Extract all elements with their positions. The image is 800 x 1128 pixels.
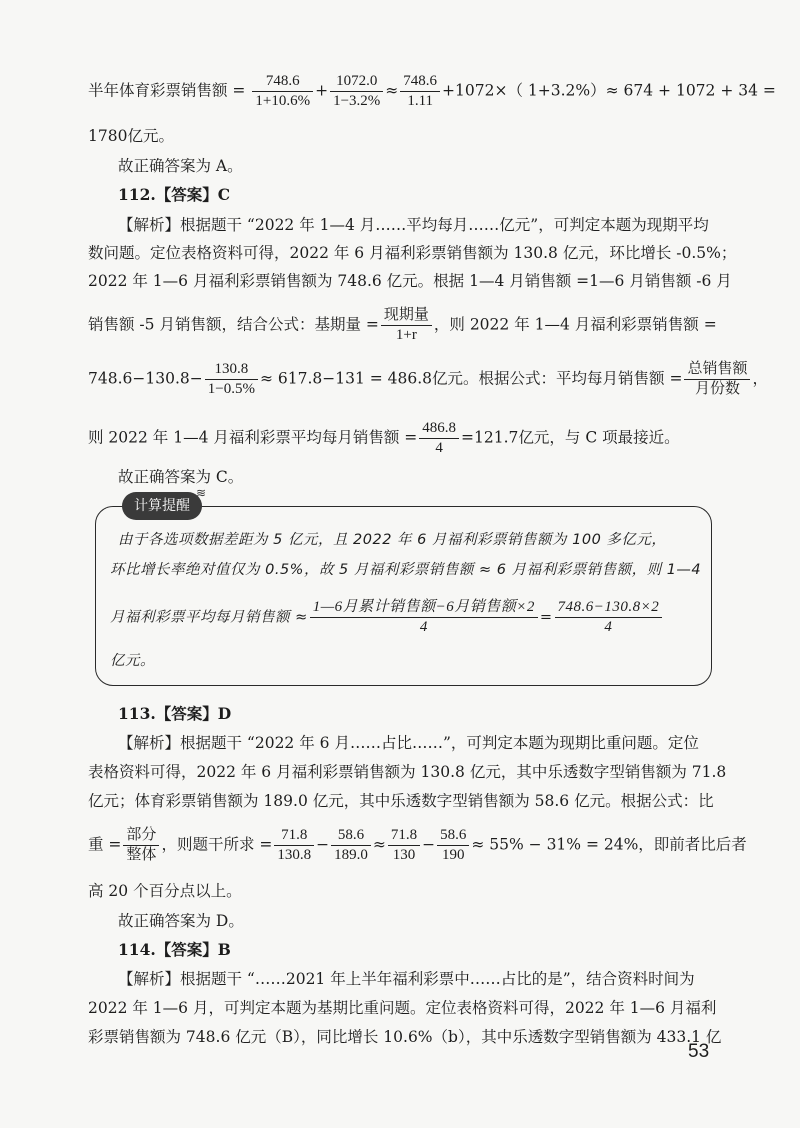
numerator: 1—6月累计销售额−6月销售额×2 (310, 598, 538, 618)
paragraph-line: 高 20 个百分点以上。 (88, 882, 242, 900)
fraction (555, 598, 663, 637)
text: 则 2022 年 1—4 月福利彩票平均每月销售额 = (88, 428, 418, 447)
question-heading: 114.【答案】B (118, 940, 231, 959)
answer-line: 故正确答案为 D。 (118, 912, 244, 930)
numerator: 486.8 (419, 419, 459, 439)
numerator: 748.6−130.8×2 (555, 598, 663, 618)
question-heading: 113.【答案】D (118, 704, 232, 723)
paragraph-line: 【解析】根据题干 “2022 年 6 月……占比……”，可判定本题为现期比重问题。定位 (118, 734, 699, 752)
fraction (310, 598, 538, 637)
fraction (274, 826, 314, 865)
fraction (205, 360, 258, 399)
denominator: 1−3.2% (333, 93, 381, 109)
numerator: 748.6 (400, 72, 440, 92)
denominator: 月份数 (694, 381, 740, 397)
fraction (331, 826, 371, 865)
denominator: 130 (392, 847, 416, 863)
page-number: 53 (688, 1041, 710, 1062)
fraction (252, 72, 313, 111)
numerator: 58.6 (437, 826, 469, 846)
text: = (539, 609, 553, 626)
tip-formula-line (110, 598, 714, 637)
fraction (388, 826, 420, 865)
text: ≈ 617.8−131 = 486.8亿元。根据公式：平均每月销售额 = (259, 369, 683, 388)
numerator: 71.8 (388, 826, 420, 846)
denominator: 1−0.5% (207, 381, 255, 397)
text: ， (752, 369, 768, 388)
formula-line-sports-lottery (88, 72, 776, 111)
fraction (419, 419, 459, 458)
fraction (400, 72, 440, 111)
text: ，则题干所求 = (161, 835, 273, 854)
tip-line: 亿元。 (110, 653, 155, 669)
denominator: 1.11 (407, 93, 434, 109)
text: 销售额 -5 月销售额，结合公式：基期量 = (88, 315, 379, 334)
formula-line (88, 419, 714, 458)
paragraph-line: 数问题。定位表格资料可得，2022 年 6 月福利彩票销售额为 130.8 亿元，环比增长 -0.5%； (88, 244, 737, 262)
denominator: 130.8 (277, 847, 312, 863)
fraction (381, 306, 432, 345)
numerator: 现期量 (381, 306, 432, 326)
text: − (422, 835, 436, 854)
paragraph-line: 亿元；体育彩票销售额为 189.0 亿元，其中乐透数字型销售额为 58.6 亿元。根据公式：比 (88, 792, 714, 810)
question-heading: 112.【答案】C (118, 185, 231, 204)
paragraph-line: 【解析】根据题干 “2022 年 1—4 月……平均每月……亿元”，可判定本题为现期平均 (118, 216, 709, 234)
formula-line (88, 306, 717, 345)
numerator: 748.6 (252, 72, 313, 92)
paragraph-line: 表格资料可得，2022 年 6 月福利彩票销售额为 130.8 亿元，其中乐透数字型销售额为 71.8 (88, 763, 727, 781)
text: 半年体育彩票销售额 = (88, 81, 246, 100)
paragraph-line: 【解析】根据题干 “……2021 年上半年福利彩票中……占比的是”，结合资料时间为 (118, 970, 695, 988)
denominator: 1+r (395, 327, 417, 343)
numerator: 1072.0 (330, 72, 383, 92)
text: 月福利彩票平均每月销售额 ≈ (110, 609, 308, 626)
denominator: 4 (604, 619, 613, 635)
text: ≈ (372, 835, 386, 854)
text: 重 = (88, 835, 122, 854)
text: ，则 2022 年 1—4 月福利彩票销售额 = (433, 315, 717, 334)
denominator: 1+10.6% (255, 93, 311, 109)
text: ≈ 55% − 31% = 24%，即前者比后者 (471, 835, 747, 854)
numerator: 130.8 (205, 360, 258, 380)
text: − (316, 835, 330, 854)
denominator: 189.0 (334, 847, 368, 863)
numerator: 部分 (123, 826, 159, 846)
text: + (315, 81, 329, 100)
fraction (330, 72, 383, 111)
answer-line: 故正确答案为 C。 (118, 468, 244, 486)
tip-line: 由于各选项数据差距为 5 亿元，且 2022 年 6 月福利彩票销售额为 100 多亿元， (118, 532, 667, 548)
formula-line (88, 360, 768, 399)
paragraph-line: 2022 年 1—6 月，可判定本题为基期比重问题。定位表格资料可得，2022 年 1—6 月福利 (88, 999, 717, 1017)
text: +1072×（ 1+3.2%）≈ 674 + 1072 + 34 = (442, 81, 776, 100)
answer-line: 故正确答案为 A。 (118, 157, 243, 175)
numerator: 58.6 (331, 826, 371, 846)
fraction (684, 360, 750, 399)
paragraph-line: 2022 年 1—6 月福利彩票销售额为 748.6 亿元。根据 1—4 月销售额 =1—6 月销售额 -6 月 (88, 272, 732, 290)
text: 748.6−130.8− (88, 369, 203, 388)
denominator: 4 (419, 619, 428, 635)
denominator: 整体 (126, 847, 157, 863)
text: ≈ (385, 81, 399, 100)
denominator: 4 (435, 440, 443, 456)
calculation-tip-label: 计算提醒 (122, 492, 202, 520)
text: =121.7亿元，与 C 项最接近。 (461, 428, 680, 447)
sparkle-icon: ≋ (196, 486, 207, 500)
fraction (437, 826, 469, 865)
formula-line (88, 826, 747, 865)
fraction (123, 826, 159, 865)
paragraph-line: 彩票销售额为 748.6 亿元（B），同比增长 10.6%（b），其中乐透数字型销售额为 433.1 亿 (88, 1028, 722, 1046)
denominator: 190 (441, 847, 465, 863)
numerator: 总销售额 (684, 360, 750, 380)
tip-line: 环比增长率绝对值仅为 0.5%，故 5 月福利彩票销售额 ≈ 6 月福利彩票销售额，则 1—4 (110, 562, 702, 578)
paragraph-line: 1780亿元。 (88, 127, 174, 145)
numerator: 71.8 (274, 826, 314, 846)
